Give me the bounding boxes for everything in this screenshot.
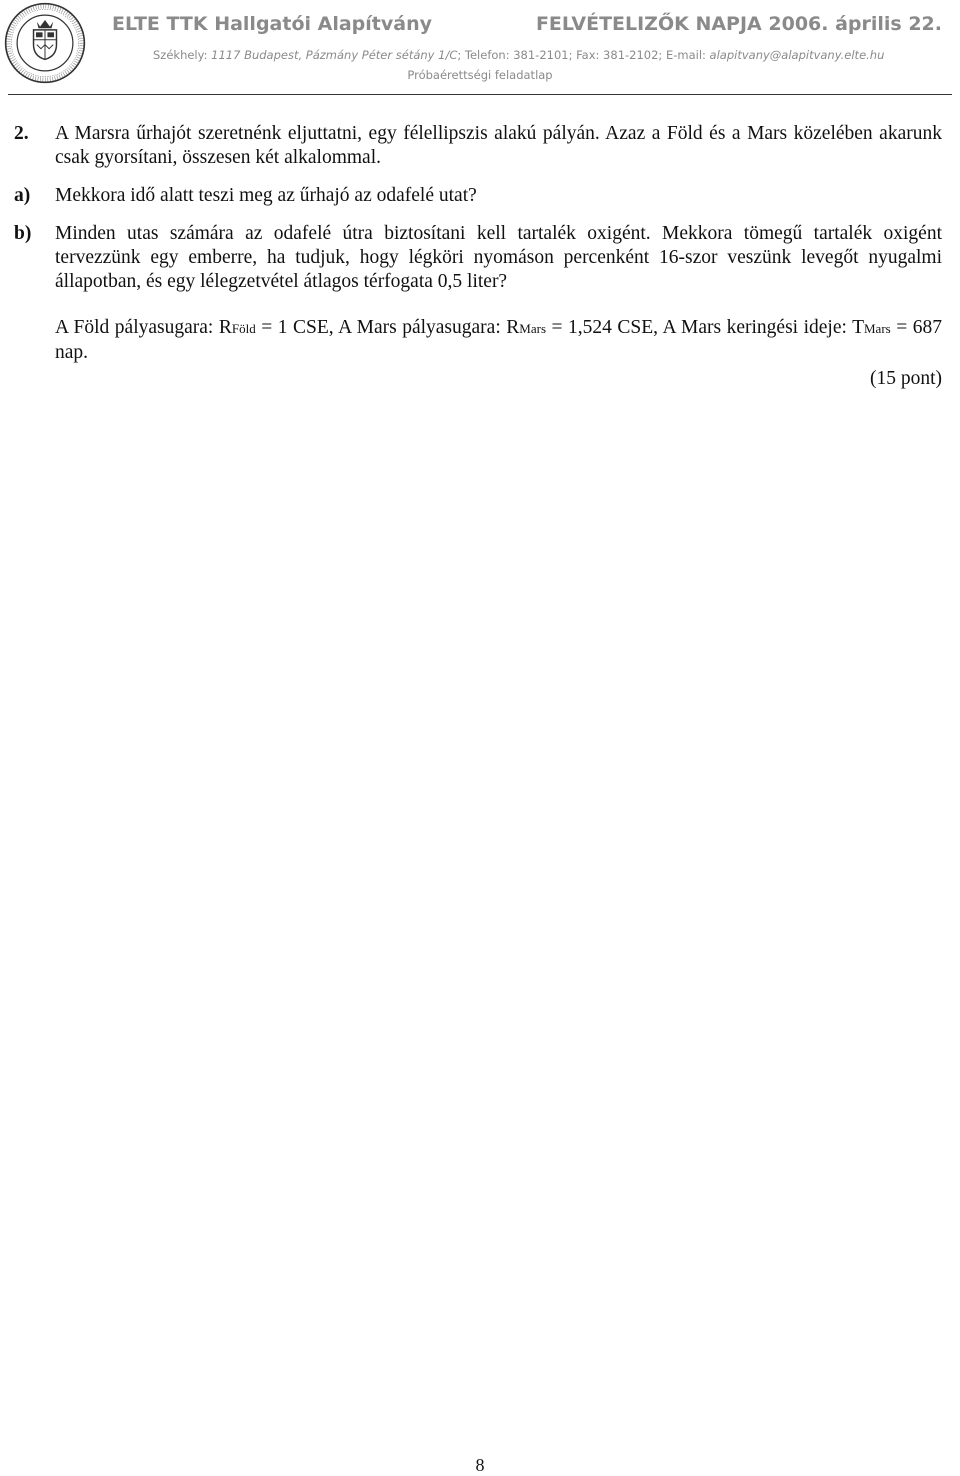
subscript: Mars <box>864 321 891 336</box>
subquestion-b <box>14 222 942 294</box>
given-data <box>14 316 942 365</box>
subquestion-label: b) <box>14 223 32 244</box>
event-title: FELVÉTELIZŐK NAPJA 2006. április 22. <box>535 13 942 35</box>
page-number: 8 <box>475 1455 485 1475</box>
contact-email: alapitvany@alapitvany.elte.hu <box>709 48 885 62</box>
subquestion-a <box>14 184 942 208</box>
header-divider <box>8 94 952 95</box>
contact-prefix: Székhely: <box>153 48 212 62</box>
problem-number: 2. <box>14 123 29 144</box>
subscript: Föld <box>231 321 256 336</box>
subquestion-text: Minden utas számára az odafelé útra biztosítani kell tartalék oxigént. Mekkora tömegű tartalék oxigént tervezzünk egy emberre, ha tudjuk, hogy légköri nyomáson percenként 16-szor veszünk levegőt nyugalmi állapotban, és egy lélegzetvétel átlagos térfogata 0,5 liter? <box>55 223 942 292</box>
subscript: Mars <box>519 321 546 336</box>
document-subtitle: Próbaérettségi feladatlap <box>407 68 553 82</box>
given-text: = 1 CSE, A Mars pályasugara: R <box>255 317 520 338</box>
problem-intro-text: A Marsra űrhajót szeretnénk eljuttatni, egy félellipszis alakú pályán. Azaz a Föld és a Mars közelében akarunk csak gyorsítani, összesen két alkalommal. <box>55 123 942 168</box>
contact-address: 1117 Budapest, Pázmány Péter sétány 1/C <box>211 48 458 62</box>
given-text: = 1,524 CSE, A Mars keringési ideje: T <box>546 317 864 338</box>
given-text: = 687 nap. <box>55 317 942 363</box>
problem-intro <box>14 122 942 170</box>
points-value: (15 pont) <box>869 368 942 389</box>
contact-line <box>153 48 884 62</box>
foundation-title: ELTE TTK Hallgatói Alapítvány <box>112 13 432 35</box>
subquestion-label: a) <box>14 185 31 206</box>
subquestion-text: Mekkora idő alatt teszi meg az űrhajó az odafelé utat? <box>55 185 477 206</box>
page-header <box>0 0 960 95</box>
contact-details: ; Telefon: 381-2101; Fax: 381-2102; E-mail: <box>457 48 710 62</box>
problem-body <box>14 122 942 391</box>
given-text: A Föld pályasugara: R <box>55 317 232 338</box>
